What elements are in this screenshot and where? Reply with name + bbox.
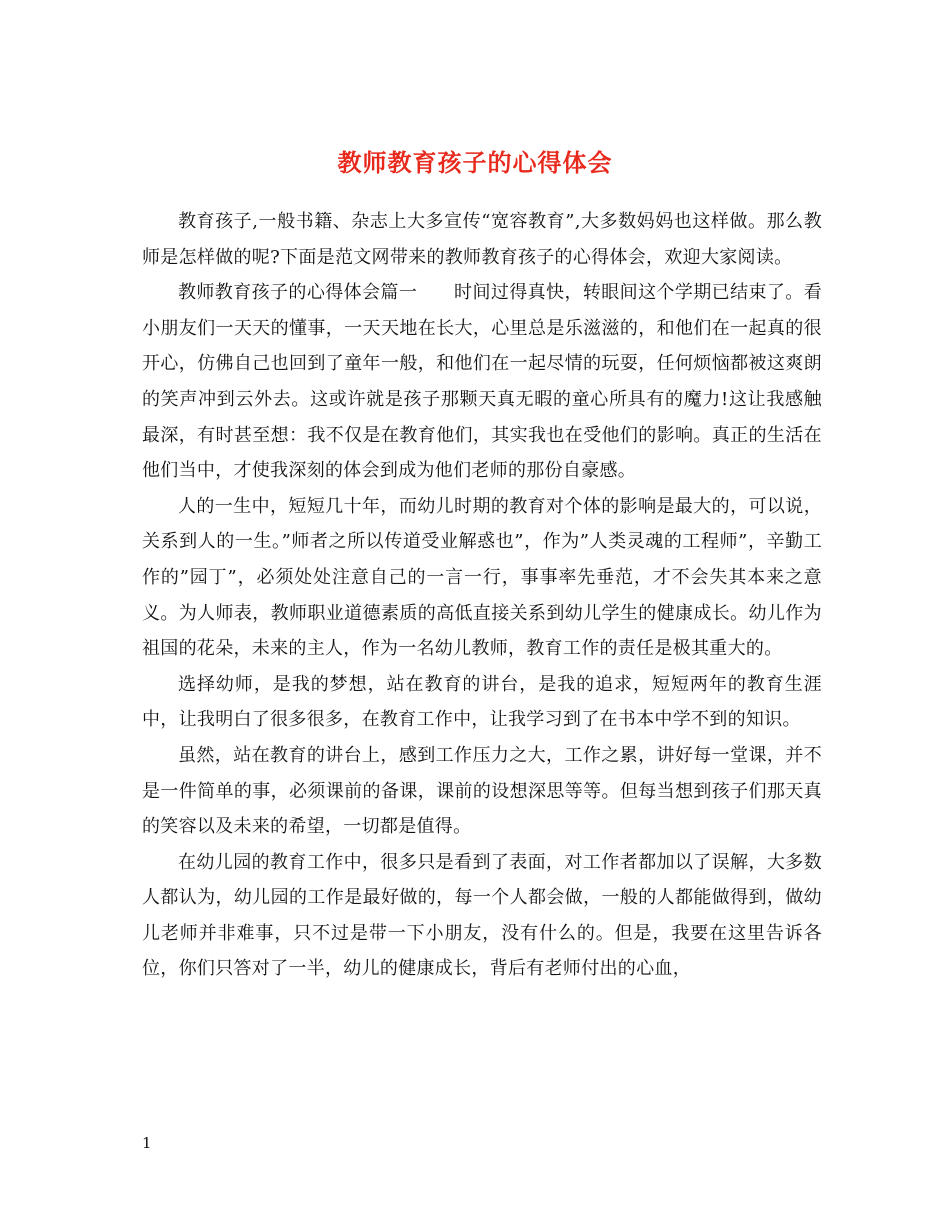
paragraph-part-one: 教师教育孩子的心得体会篇一 时间过得真快，转眼间这个学期已结束了。看小朋友们一天天的懂事，一天天地在长大，心里总是乐滋滋的，和他们在一起真的很开心，仿佛自己也回到了童年一般，和他们在一起尽情的玩耍，任何烦恼都被这爽朗的笑声冲到云外去。这或许就是孩子那颗天真无暇的童心所具有的魔力!这让我感触最深，有时甚至想：我不仅是在教育他们，其实我也在受他们的影响。真正的生活在他们当中，才使我深刻的体会到成为他们老师的那份自豪感。 [142,282,822,482]
paragraph-teacher-role: 人的一生中，短短几十年，而幼儿时期的教育对个体的影响是最大的，可以说，关系到人的一生。”师者之所以传道受业解惑也”，作为”人类灵魂的工程师”，辛勤工作的”园丁”，必须处处注意自己的一言一行，事事率先垂范，才不会失其本来之意义。为人师表，教师职业道德素质的高低直接关系到幼儿学生的健康成长。幼儿作为祖国的花朵，未来的主人，作为一名幼儿教师，教育工作的责任是极其重大的。 [142,495,822,660]
document-title: 教师教育孩子的心得体会 [337,148,613,178]
paragraph-dream: 选择幼师，是我的梦想，站在教育的讲台，是我的追求，短短两年的教育生涯中，让我明白了很多很多，在教育工作中，让我学习到了在书本中学不到的知识。 [142,673,822,731]
document-body [142,204,822,987]
paragraph-pressure: 虽然，站在教育的讲台上，感到工作压力之大，工作之累，讲好每一堂课，并不是一件简单的事，必须课前的备课，课前的设想深思等等。但每当想到孩子们那天真的笑容以及未来的希望，一切都是值得。 [142,744,822,838]
paragraph-intro: 教育孩子,一般书籍、杂志上大多宣传“宽容教育”,大多数妈妈也这样做。那么教师是怎样做的呢?下面是范文网带来的教师教育孩子的心得体会，欢迎大家阅读。 [142,211,822,268]
paragraph-misunderstanding: 在幼儿园的教育工作中，很多只是看到了表面，对工作者都加以了误解，大多数人都认为，幼儿园的工作是最好做的，每一个人都会做，一般的人都能做得到，做幼儿老师并非难事，只不过是带一下小朋友，没有什么的。但是，我要在这里告诉各位，你们只答对了一半，幼儿的健康成长，背后有老师付出的心血， [142,851,822,980]
page-number: 1 [142,1134,152,1152]
